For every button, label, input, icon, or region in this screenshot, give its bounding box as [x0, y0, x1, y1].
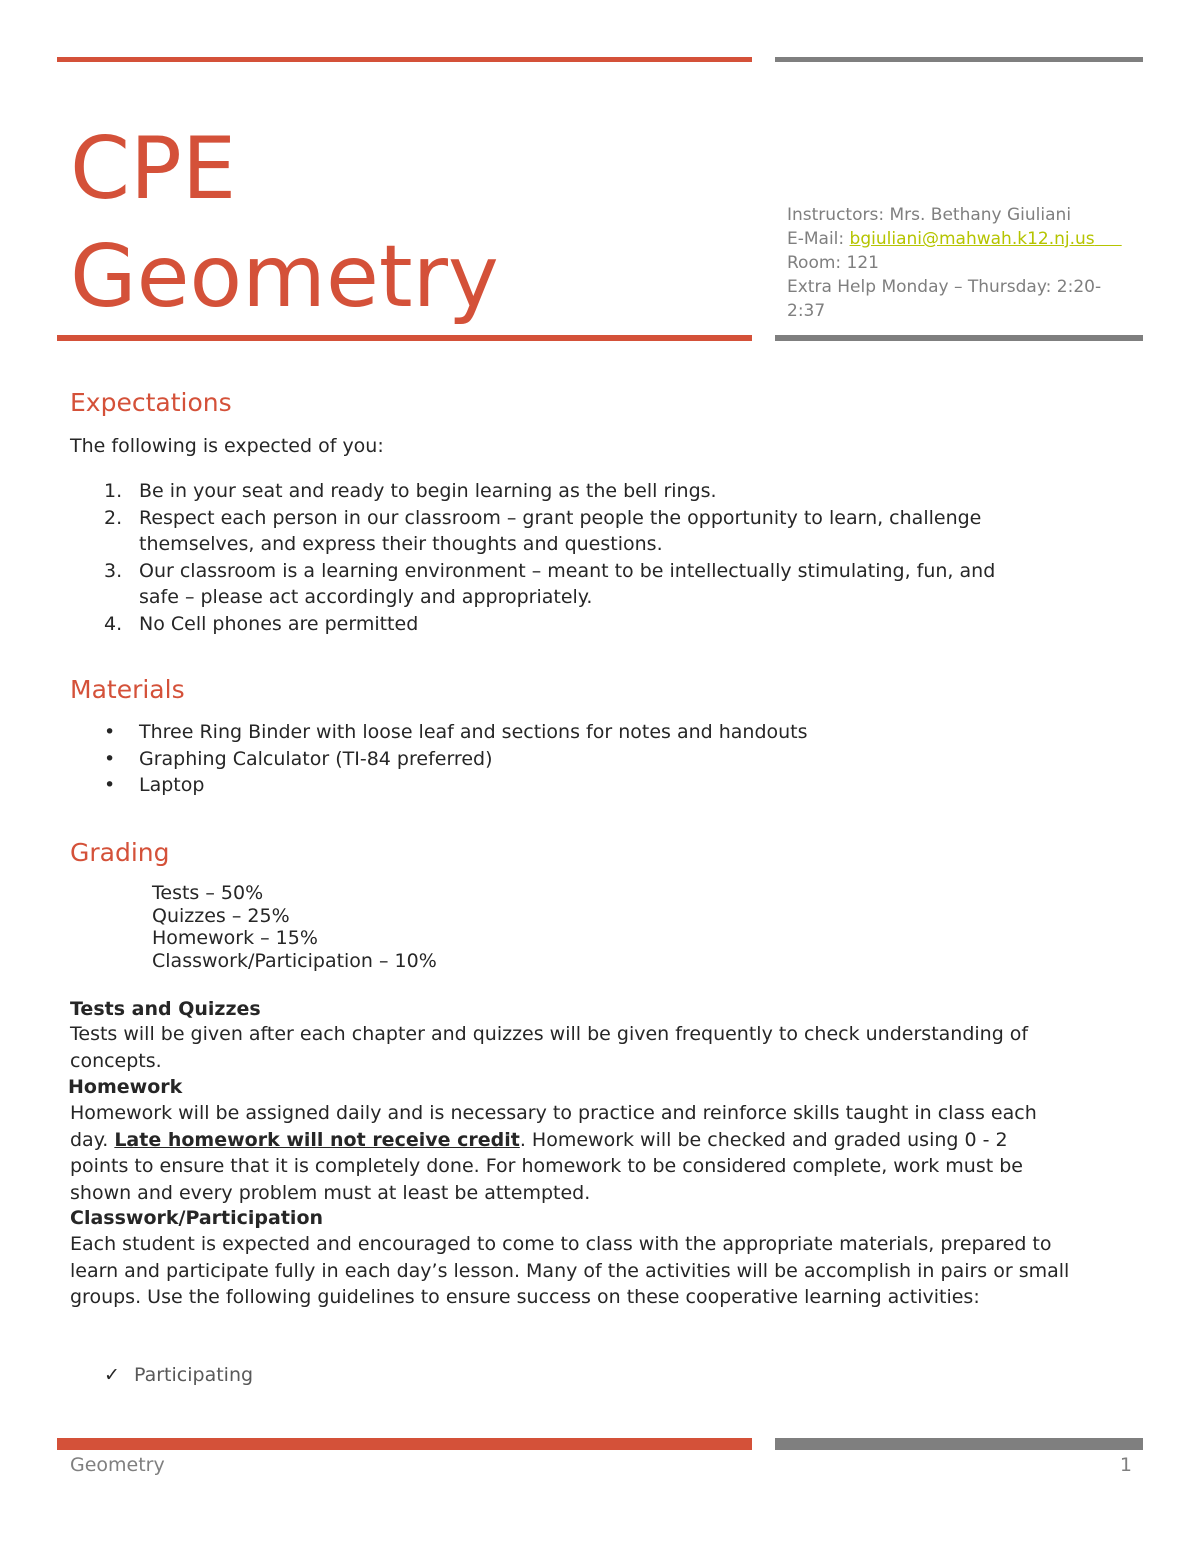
- list-number: 1.: [104, 480, 123, 502]
- list-item: [70, 746, 808, 773]
- classwork-heading: Classwork/Participation: [70, 1207, 324, 1229]
- list-item: [70, 772, 808, 799]
- list-item: [70, 719, 808, 746]
- room-text: Room: 121: [787, 253, 879, 273]
- grade-line: Tests – 50%: [152, 882, 264, 904]
- grade-line: Classwork/Participation – 10%: [152, 949, 437, 972]
- list-item-text: Laptop: [139, 774, 205, 796]
- email-label: E-Mail:: [787, 229, 850, 249]
- header-top-rule-red: [57, 57, 752, 62]
- materials-heading: Materials: [70, 675, 185, 704]
- late-homework-notice: Late homework will not receive credit: [114, 1128, 520, 1151]
- instructor-info: [787, 203, 1132, 323]
- list-item: [70, 611, 1030, 638]
- list-item-text: Three Ring Binder with loose leaf and sections for notes and handouts: [139, 721, 808, 743]
- checklist-item-label: Participating: [134, 1364, 254, 1386]
- list-item-text: Our classroom is a learning environment – meant to be intellectually stimulating, fun, and safe – please act accordingly and appropriately.: [139, 559, 996, 608]
- homework-text-before: Homework will be assigned daily and is necessary to practice and reinforce skills taught in class each day.: [70, 1102, 1037, 1151]
- email-line: [787, 227, 1132, 251]
- grading-heading: Grading: [70, 838, 170, 867]
- email-link[interactable]: bgiuliani@mahwah.k12.nj.us: [849, 229, 1095, 249]
- tests-paragraph: Tests will be given after each chapter and quizzes will be given frequently to check understanding of concepts.: [70, 1023, 1029, 1072]
- grading-breakdown: [152, 882, 437, 972]
- list-item: [70, 505, 1030, 558]
- list-item-text: Graphing Calculator (TI-84 preferred): [139, 747, 493, 770]
- bullet-icon: •: [104, 721, 116, 743]
- tests-heading: Tests and Quizzes: [70, 998, 261, 1020]
- list-item: [70, 478, 1030, 505]
- list-item-text: Respect each person in our classroom – grant people the opportunity to learn, challenge themselves, and express their thoughts and questions.: [139, 506, 982, 555]
- bullet-icon: •: [104, 774, 116, 796]
- title-line-1: CPE: [70, 119, 237, 219]
- expectations-list: [70, 478, 1030, 637]
- list-number: 4.: [104, 612, 123, 635]
- homework-heading: Homework: [68, 1076, 183, 1098]
- grade-line: Homework – 15%: [152, 927, 318, 949]
- instructors-text: Instructors: Mrs. Bethany Giuliani: [787, 205, 1072, 225]
- page-number: 1: [1119, 1454, 1132, 1476]
- extra-help-text: Extra Help Monday – Thursday: 2:20-2:37: [787, 277, 1102, 321]
- classwork-paragraph: Each student is expected and encouraged to come to class with the appropriate materials, prepared to learn and participate fully in each day’s lesson. Many of the activities will be accomplish in pairs or small groups. Use the following guidelines to ensure success on these cooperative learning activities:: [70, 1233, 1070, 1308]
- bullet-icon: •: [104, 747, 116, 770]
- list-number: 3.: [104, 559, 123, 582]
- list-item: [70, 558, 1030, 611]
- homework-paragraph: [70, 1100, 1070, 1206]
- list-number: 2.: [104, 506, 123, 529]
- title-line-2: Geometry: [70, 227, 499, 327]
- footer-rule-gray: [775, 1438, 1143, 1450]
- grade-line: Quizzes – 25%: [152, 904, 290, 927]
- footer-title: Geometry: [70, 1454, 165, 1476]
- header-top-rule-gray: [775, 57, 1143, 62]
- email-link-trail: [1095, 229, 1122, 249]
- expectations-intro: The following is expected of you:: [70, 435, 384, 457]
- footer-rule-red: [57, 1438, 752, 1450]
- homework-text-after: . Homework will be checked and graded using 0 - 2 points to ensure that it is completely done. For homework to be considered complete, work must be shown and every problem must at least be attempted.: [70, 1128, 1023, 1204]
- list-item-text: Be in your seat and ready to begin learning as the bell rings.: [139, 480, 717, 502]
- expectations-heading: Expectations: [70, 388, 232, 417]
- page-title: [70, 115, 499, 331]
- checkmark-icon: ✓: [104, 1364, 120, 1386]
- materials-list: [70, 719, 808, 799]
- header-bottom-rule-gray: [775, 335, 1143, 341]
- list-item-text: No Cell phones are permitted: [139, 612, 419, 635]
- header-bottom-rule-red: [57, 335, 752, 341]
